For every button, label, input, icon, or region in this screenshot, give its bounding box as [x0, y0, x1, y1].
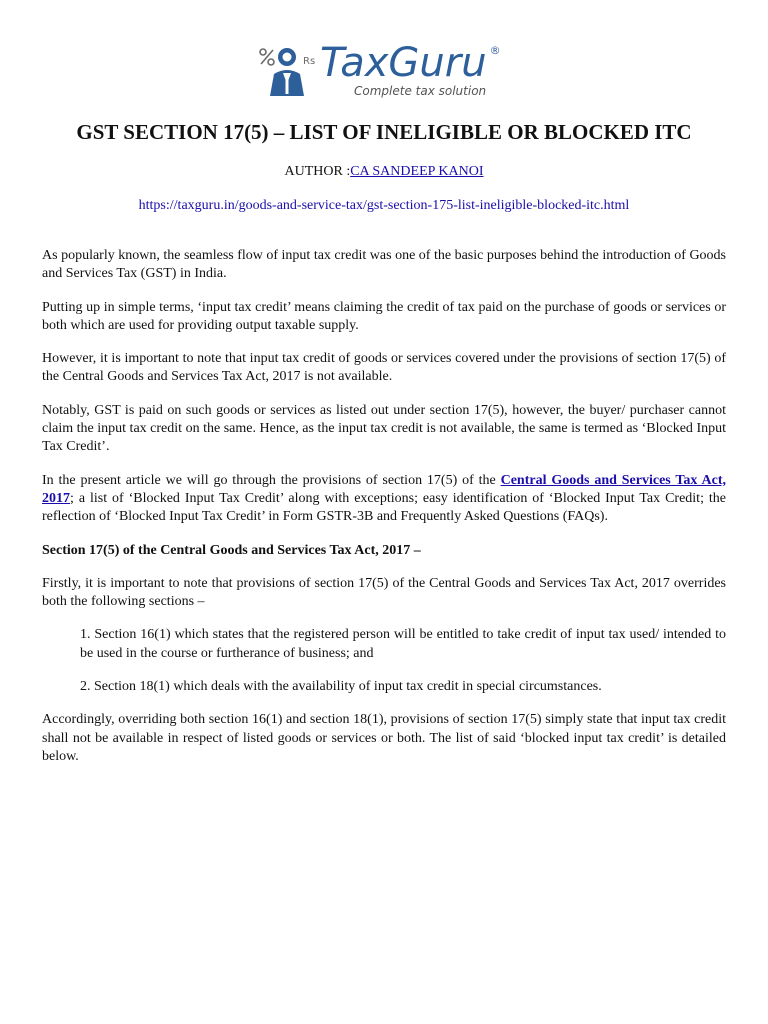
paragraph-blocked-itc: Notably, GST is paid on such goods or services as listed out under section 17(5), however, the buyer/ purchaser cannot claim the input tax credit on the same. Hence, as the input tax credit is not available, the same is termed as ‘Blocked Input Tax Credit’.: [42, 402, 726, 455]
cgst-act-link[interactable]: Central Goods and Services Tax Act, 2017: [42, 472, 726, 506]
paragraph-conclusion: Accordingly, overriding both section 16(1) and section 18(1), provisions of section 17(5) simply state that input tax credit shall not be available in respect of listed goods or services or both. The list of said ‘blocked input tax credit’ is detailed below.: [42, 712, 726, 764]
paragraph-article-scope-end: ; a list of ‘Blocked Input Tax Credit’ along with exceptions; easy identification of ‘Blocked Input Tax Credit; the reflection of ‘Blocked Input Tax Credit’ in Form GSTR-3B and Frequently Asked Questions (FAQs).: [42, 490, 726, 525]
registered-mark: ®: [489, 44, 501, 57]
logo-tagline: Complete tax solution: [354, 84, 487, 98]
taxguru-logo-icon: [256, 40, 318, 98]
list-item: 1. Section 16(1) which states that the registered person will be entitled to take credit of input tax used/ intended to be used in the course or furtherance of business; and: [80, 627, 726, 661]
logo-wordmark: TaxGuru: [320, 40, 487, 86]
overridden-sections-list: [42, 626, 726, 696]
logo-text: [320, 40, 501, 102]
document-title: GST SECTION 17(5) – LIST OF INELIGIBLE OR BLOCKED ITC: [76, 120, 692, 144]
paragraph-itc-definition: Putting up in simple terms, ‘input tax credit’ means claiming the credit of tax paid on the purchase of goods or services or both which are used for providing output taxable supply.: [42, 299, 726, 333]
article-url-link[interactable]: https://taxguru.in/goods-and-service-tax/gst-section-175-list-ineligible-blocked-itc.html: [138, 198, 630, 213]
author-line: [0, 163, 768, 181]
paragraph-article-scope: [42, 472, 726, 527]
list-item: 2. Section 18(1) which deals with the availability of input tax credit in special circumstances.: [80, 679, 602, 695]
author-prefix: AUTHOR :: [284, 164, 351, 179]
article-url: [0, 197, 768, 215]
svg-text:Rs: Rs: [303, 56, 316, 67]
taxguru-logo[interactable]: [256, 40, 516, 102]
article-body: [42, 247, 726, 781]
paragraph-not-available: However, it is important to note that input tax credit of goods or services covered under the provisions of section 17(5) of the Central Goods and Services Tax Act, 2017 is not available.: [42, 351, 726, 385]
section-heading: Section 17(5) of the Central Goods and Services Tax Act, 2017 –: [42, 542, 421, 558]
paragraph-article-scope-start: In the present article we will go through the provisions of section 17(5) of the: [42, 472, 501, 488]
paragraph-intro: As popularly known, the seamless flow of input tax credit was one of the basic purposes behind the introduction of Goods and Services Tax (GST) in India.: [42, 248, 726, 282]
paragraph-overrides: Firstly, it is important to note that provisions of section 17(5) of the Central Goods and Services Tax Act, 2017 overrides both the following sections –: [42, 575, 726, 610]
author-link[interactable]: CA SANDEEP KANOI: [350, 164, 484, 179]
